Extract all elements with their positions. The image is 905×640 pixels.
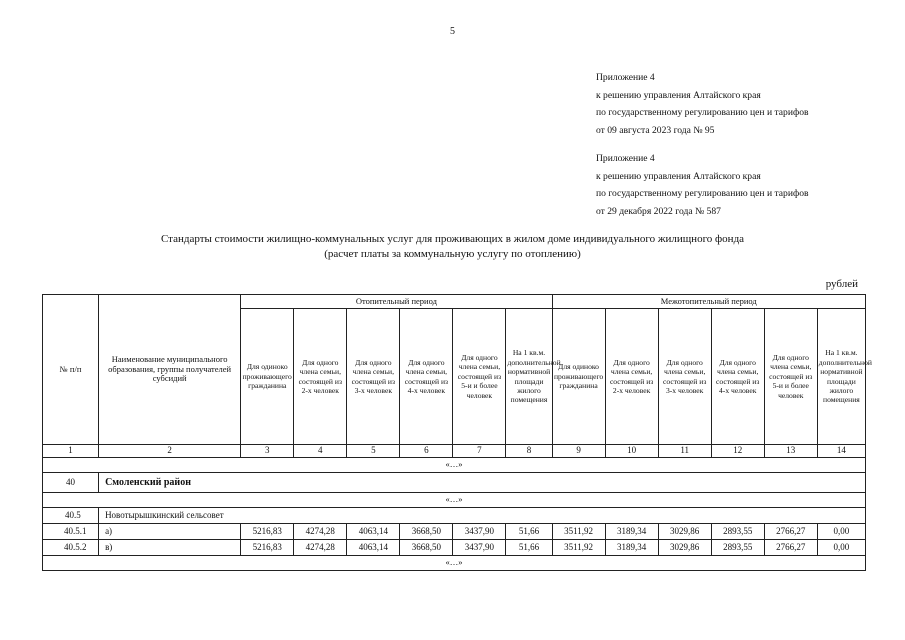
column-number: 9 <box>552 445 605 458</box>
header-heating-period: Отопительный период <box>241 295 552 309</box>
column-number: 1 <box>43 445 99 458</box>
header-heating-col: Для одиноко проживающего гражданина <box>241 309 294 445</box>
value-cell: 5216,83 <box>241 540 294 556</box>
value-cell: 0,00 <box>817 540 865 556</box>
appendix-line: от 09 августа 2023 года № 95 <box>596 124 715 136</box>
value-cell: 5216,83 <box>241 524 294 540</box>
header-heating-col: Для одного члена семьи, состоящей из 2-х человек <box>294 309 347 445</box>
value-cell: 3437,90 <box>453 540 506 556</box>
appendix-line: от 29 декабря 2022 года № 587 <box>596 205 721 217</box>
value-cell: 3029,86 <box>658 540 711 556</box>
table-row <box>43 524 866 540</box>
column-number: 12 <box>711 445 764 458</box>
row-label: а) <box>99 524 241 540</box>
ellipsis-row <box>43 493 866 508</box>
appendix-previous-block <box>596 150 809 220</box>
units-label: рублей <box>825 278 858 290</box>
appendix-line: по государственному регулированию цен и тарифов <box>596 107 809 118</box>
header-interheating-col: Для одного члена семьи, состоящей из 2-х человек <box>605 309 658 445</box>
document-title <box>0 232 905 262</box>
header-heating-col: Для одного члена семьи, состоящей из 3-х человек <box>347 309 400 445</box>
value-cell: 2893,55 <box>711 524 764 540</box>
appendix-line: по государственному регулированию цен и тарифов <box>596 188 809 199</box>
appendix-current-block <box>596 69 809 139</box>
value-cell: 2766,27 <box>764 524 817 540</box>
column-number-row <box>43 445 866 458</box>
column-number: 8 <box>506 445 552 458</box>
value-cell: 3189,34 <box>605 524 658 540</box>
settlement-row <box>43 508 866 524</box>
column-number: 3 <box>241 445 294 458</box>
region-row <box>43 473 866 493</box>
value-cell: 4274,28 <box>294 524 347 540</box>
value-cell: 3511,92 <box>552 540 605 556</box>
appendix-line: Приложение 4 <box>596 72 655 83</box>
column-number: 7 <box>453 445 506 458</box>
ellipsis: «…» <box>43 493 866 508</box>
header-heating-col: На 1 кв.м. дополнительной нормативной площади жилого помещения <box>506 309 552 445</box>
ellipsis-row <box>43 458 866 473</box>
value-cell: 0,00 <box>817 524 865 540</box>
column-number: 6 <box>400 445 453 458</box>
value-cell: 3668,50 <box>400 524 453 540</box>
settlement-code: 40.5 <box>43 508 99 524</box>
value-cell: 3511,92 <box>552 524 605 540</box>
column-number: 13 <box>764 445 817 458</box>
value-cell: 3029,86 <box>658 524 711 540</box>
header-num: № п/п <box>43 295 99 445</box>
header-interheating-col: Для одного члена семьи, состоящей из 3-х человек <box>658 309 711 445</box>
ellipsis: «…» <box>43 556 866 571</box>
header-name: Наименование муниципального образования, группы получателей субсидий <box>99 295 241 445</box>
column-number: 5 <box>347 445 400 458</box>
region-name: Смоленский район <box>99 473 866 493</box>
header-interheating-col: На 1 кв.м. дополнительной нормативной площади жилого помещения <box>817 309 865 445</box>
header-interheating-col: Для одного члена семьи, состоящей из 4-х человек <box>711 309 764 445</box>
settlement-name: Новотырышкинский сельсовет <box>99 508 866 524</box>
column-number: 14 <box>817 445 865 458</box>
page-number: 5 <box>450 26 455 37</box>
ellipsis: «…» <box>43 458 866 473</box>
header-heating-col: Для одного члена семьи, состоящей из 5-и и более человек <box>453 309 506 445</box>
value-cell: 4063,14 <box>347 540 400 556</box>
column-number: 2 <box>99 445 241 458</box>
row-label: в) <box>99 540 241 556</box>
appendix-line: к решению управления Алтайского края <box>596 89 761 101</box>
value-cell: 4063,14 <box>347 524 400 540</box>
value-cell: 3437,90 <box>453 524 506 540</box>
title-line: Стандарты стоимости жилищно-коммунальных услуг для проживающих в жилом доме индивидуального жилищного фонда <box>160 233 745 245</box>
value-cell: 4274,28 <box>294 540 347 556</box>
value-cell: 51,66 <box>506 540 552 556</box>
appendix-line: Приложение 4 <box>596 153 655 164</box>
row-code: 40.5.1 <box>43 524 99 540</box>
value-cell: 51,66 <box>506 524 552 540</box>
header-interheating-period: Межотопительный период <box>552 295 865 309</box>
table-row <box>43 540 866 556</box>
column-number: 4 <box>294 445 347 458</box>
header-interheating-col: Для одного члена семьи, состоящей из 5-и и более человек <box>764 309 817 445</box>
column-number: 11 <box>658 445 711 458</box>
column-number: 10 <box>605 445 658 458</box>
value-cell: 2766,27 <box>764 540 817 556</box>
title-subline: (расчет платы за коммунальную услугу по отоплению) <box>324 248 581 260</box>
header-heating-col: Для одного члена семьи, состоящей из 4-х человек <box>400 309 453 445</box>
ellipsis-row <box>43 556 866 571</box>
value-cell: 3189,34 <box>605 540 658 556</box>
region-code: 40 <box>43 473 99 493</box>
value-cell: 3668,50 <box>400 540 453 556</box>
row-code: 40.5.2 <box>43 540 99 556</box>
tariff-table <box>42 294 872 571</box>
header-interheating-col: Для одиноко проживающего гражданина <box>552 309 605 445</box>
appendix-line: к решению управления Алтайского края <box>596 170 761 182</box>
value-cell: 2893,55 <box>711 540 764 556</box>
